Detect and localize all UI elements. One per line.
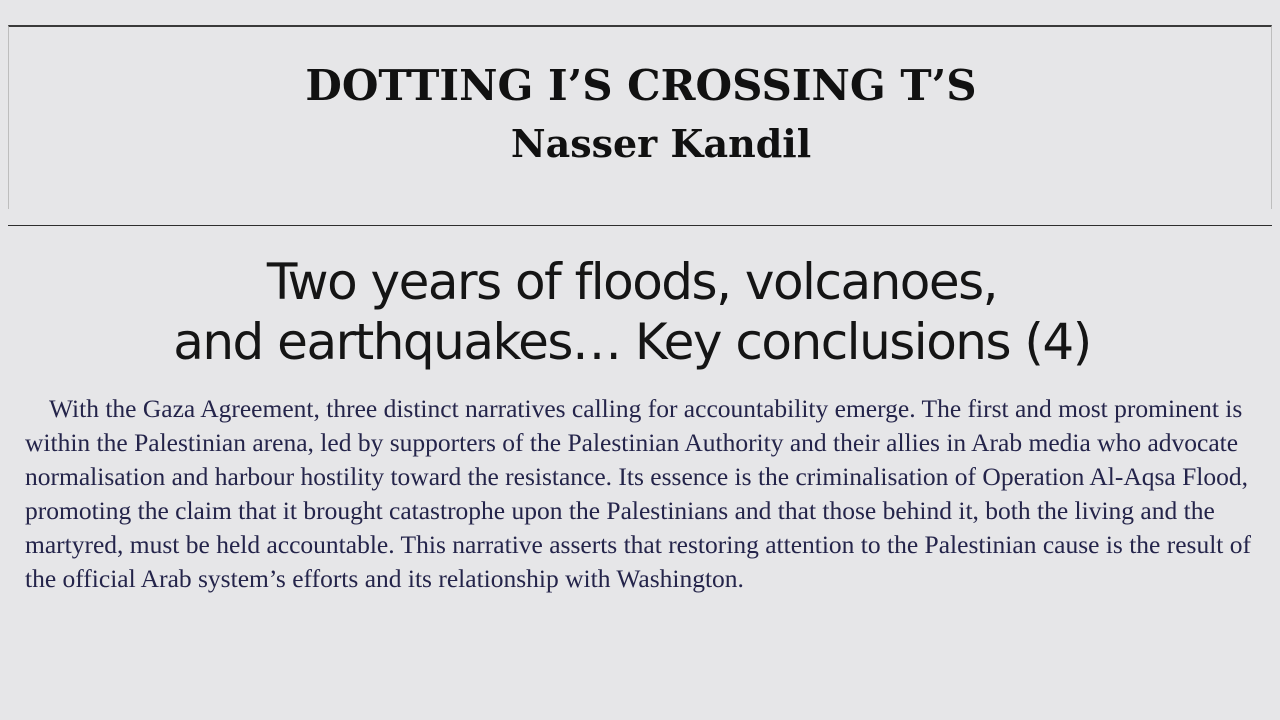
author-name: Nasser Kandil <box>510 121 812 166</box>
column-title: DOTTING I’S CROSSING T’S <box>305 61 977 110</box>
article-headline <box>0 252 1264 372</box>
column-header-box <box>8 25 1272 209</box>
section-divider <box>8 225 1272 226</box>
headline-line-2: and earthquakes… Key conclusions (4) <box>173 313 1091 371</box>
headline-line-1: Two years of floods, volcanoes, <box>266 253 998 311</box>
article-paragraph: With the Gaza Agreement, three distinct narratives calling for accountability emerge. The first and most prominent is within the Palestinian arena, led by supporters of the Palestinian Authority and their allies in Arab media who advocate normalisation and harbour hostility toward the resistance. Its essence is the criminalisation of Operation Al-Aqsa Flood, promoting the claim that it brought catastrophe upon the Palestinians and that those behind it, both the living and the martyred, must be held accountable. This narrative asserts that restoring attention to the Palestinian cause is the result of the official Arab system’s efforts and its relationship with Washington. <box>25 394 1252 593</box>
